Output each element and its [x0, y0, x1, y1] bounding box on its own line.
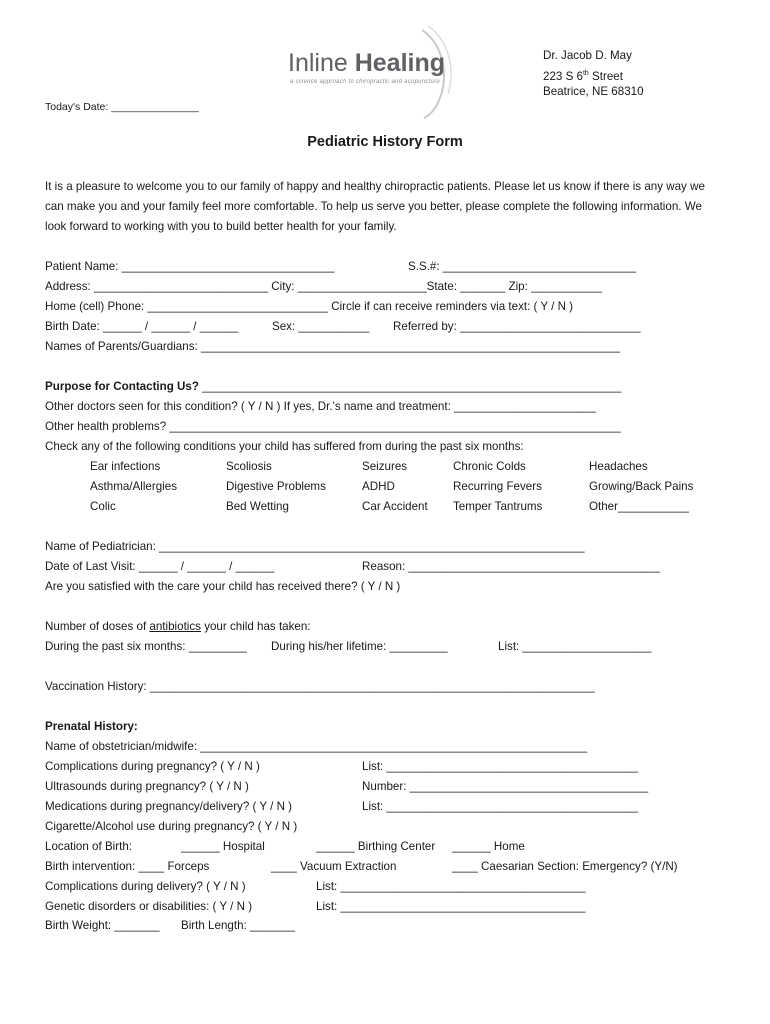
condition-option[interactable]: Growing/Back Pains — [589, 480, 694, 493]
birth-hospital-option[interactable]: ______ Hospital — [181, 840, 265, 853]
condition-option[interactable]: Recurring Fevers — [453, 480, 542, 493]
genetic-disorders-list[interactable]: List: ______________________________________ — [316, 900, 586, 913]
satisfied-question[interactable]: Are you satisfied with the care your child has received there? ( Y / N ) — [45, 580, 401, 593]
birth-center-option[interactable]: ______ Birthing Center — [316, 840, 436, 853]
phone-field[interactable]: Home (cell) Phone: ____________________________ Circle if can receive reminders via text: ( Y / N ) — [45, 300, 574, 313]
antibiotics-heading: Number of doses of antibiotics your child has taken: — [45, 620, 311, 633]
last-visit-field[interactable]: Date of Last Visit: ______ / ______ / ______ — [45, 560, 275, 573]
doctor-city: Beatrice, NE 68310 — [543, 85, 644, 98]
birth-location-label: Location of Birth: — [45, 840, 133, 853]
condition-option[interactable]: ADHD — [362, 480, 395, 493]
visit-reason-field[interactable]: Reason: _______________________________________ — [362, 560, 660, 573]
other-health-field[interactable]: Other health problems? ______________________________________________________________________ — [45, 420, 621, 433]
antibiotics-lifetime-field[interactable]: During his/her lifetime: _________ — [271, 640, 448, 653]
antibiotics-six-months-field[interactable]: During the past six months: _________ — [45, 640, 247, 653]
practice-logo — [272, 22, 478, 120]
condition-option[interactable]: Chronic Colds — [453, 460, 526, 473]
condition-option[interactable]: Temper Tantrums — [453, 500, 543, 513]
condition-option[interactable]: Ear infections — [90, 460, 161, 473]
condition-option[interactable]: Colic — [90, 500, 116, 513]
delivery-complications-question[interactable]: Complications during delivery? ( Y / N ) — [45, 880, 246, 893]
birth-date-field[interactable]: Birth Date: ______ / ______ / ______ — [45, 320, 239, 333]
purpose-field[interactable]: Purpose for Contacting Us? _________________________________________________________________ — [45, 380, 622, 393]
conditions-instruction: Check any of the following conditions your child has suffered from during the past six months: — [45, 440, 524, 453]
condition-option[interactable]: Headaches — [589, 460, 648, 473]
todays-date-field[interactable]: Today's Date: _______________ — [45, 101, 199, 113]
referred-by-field[interactable]: Referred by: ____________________________ — [393, 320, 641, 333]
doctor-name: Dr. Jacob D. May — [543, 49, 632, 62]
ultrasounds-number-field[interactable]: Number: _____________________________________ — [362, 780, 649, 793]
vaccination-field[interactable]: Vaccination History: _____________________________________________________________________ — [45, 680, 595, 693]
logo-wordmark: Inline Healing — [288, 49, 446, 77]
genetic-disorders-question[interactable]: Genetic disorders or disabilities: ( Y / N ) — [45, 900, 253, 913]
antibiotics-list-field[interactable]: List: ____________________ — [498, 640, 652, 653]
parents-field[interactable]: Names of Parents/Guardians: _________________________________________________________________ — [45, 340, 621, 353]
medications-question[interactable]: Medications during pregnancy/delivery? ( Y / N ) — [45, 800, 293, 813]
obstetrician-field[interactable]: Name of obstetrician/midwife: ____________________________________________________________ — [45, 740, 588, 753]
delivery-complications-list[interactable]: List: ______________________________________ — [316, 880, 586, 893]
address-field[interactable]: Address: ___________________________ City: ____________________State: _______ Zip: ___________ — [45, 280, 602, 293]
condition-option[interactable]: Bed Wetting — [226, 500, 289, 513]
birth-home-option[interactable]: ______ Home — [452, 840, 525, 853]
condition-option[interactable]: Digestive Problems — [226, 480, 326, 493]
ss-field[interactable]: S.S.#: ______________________________ — [408, 260, 637, 273]
pregnancy-complications-question[interactable]: Complications during pregnancy? ( Y / N ) — [45, 760, 260, 773]
birth-weight-field[interactable]: Birth Weight: _______ — [45, 919, 160, 932]
condition-option[interactable]: Car Accident — [362, 500, 428, 513]
birth-length-field[interactable]: Birth Length: _______ — [181, 919, 296, 932]
caesarian-option[interactable]: ____ Caesarian Section: Emergency? (Y/N) — [452, 860, 678, 873]
prenatal-heading: Prenatal History: — [45, 720, 138, 733]
other-doctors-field[interactable]: Other doctors seen for this condition? ( Y / N ) If yes, Dr.'s name and treatment: ______________________ — [45, 400, 596, 413]
condition-option[interactable]: Seizures — [362, 460, 408, 473]
ultrasounds-question[interactable]: Ultrasounds during pregnancy? ( Y / N ) — [45, 780, 249, 793]
patient-name-field[interactable]: Patient Name: _________________________________ — [45, 260, 335, 273]
vacuum-option[interactable]: ____ Vacuum Extraction — [271, 860, 397, 873]
condition-option[interactable]: Asthma/Allergies — [90, 480, 177, 493]
condition-option-other[interactable]: Other___________ — [589, 500, 689, 513]
doctor-street: 223 S 6th Street — [543, 69, 623, 83]
medications-list[interactable]: List: _______________________________________ — [362, 800, 638, 813]
condition-option[interactable]: Scoliosis — [226, 460, 272, 473]
cigarette-alcohol-question[interactable]: Cigarette/Alcohol use during pregnancy? ( Y / N ) — [45, 820, 298, 833]
forceps-option[interactable]: Birth intervention: ____ Forceps — [45, 860, 210, 873]
pediatrician-name-field[interactable]: Name of Pediatrician: __________________________________________________________________ — [45, 540, 585, 553]
pregnancy-complications-list[interactable]: List: _______________________________________ — [362, 760, 638, 773]
logo-tagline: a science approach to chiropractic and acupuncture — [290, 79, 440, 85]
sex-field[interactable]: Sex: ___________ — [272, 320, 370, 333]
page-title: Pediatric History Form — [307, 134, 463, 150]
intro-paragraph: It is a pleasure to welcome you to our family of happy and healthy chiropractic patients. Please let us know if there is any way we can make you and your family feel more comfortable. To help us serve you better, please complete the following information. We look forward to working with you to build better health for your family. — [45, 180, 705, 233]
